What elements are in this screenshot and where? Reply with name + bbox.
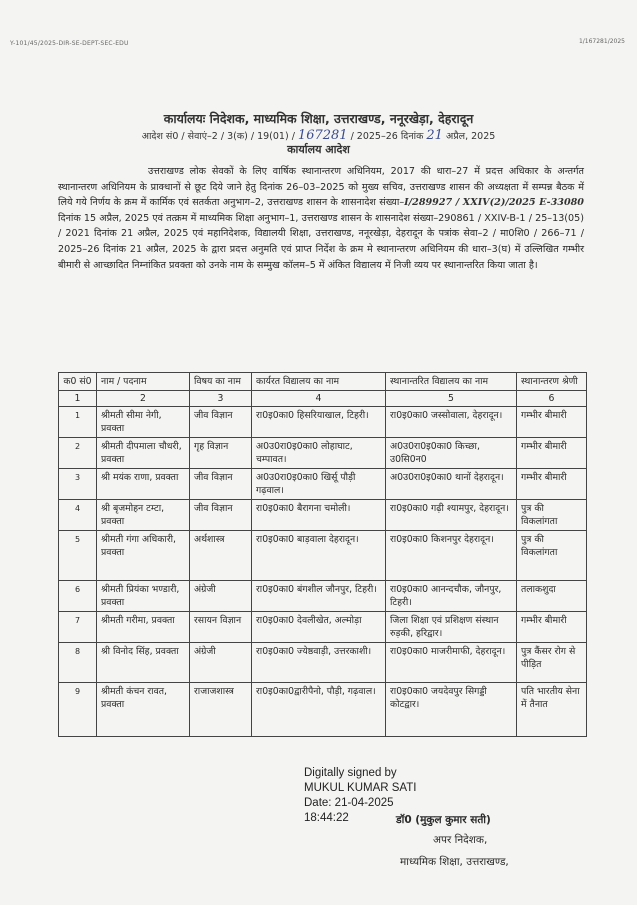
serial-cell: 2 — [59, 438, 97, 469]
current-school-cell: रा0इ0का0 ज्येष्ठवाड़ी, उत्तरकाशी। — [252, 643, 386, 683]
signatory-designation: अपर निदेशक, — [433, 834, 488, 846]
subject-cell: जीव विज्ञान — [190, 407, 252, 438]
table-row — [59, 500, 587, 531]
column-number: 6 — [517, 391, 587, 407]
category-cell: गम्भीर बीमारी — [517, 407, 587, 438]
category-cell: गम्भीर बीमारी — [517, 438, 587, 469]
column-number: 1 — [59, 391, 97, 407]
subject-cell: जीव विज्ञान — [190, 500, 252, 531]
subject-cell: गृह विज्ञान — [190, 438, 252, 469]
transferred-school-cell: रा0इ0का0 माजरीमाफी, देहरादून। — [386, 643, 517, 683]
column-number: 4 — [252, 391, 386, 407]
current-school-cell: रा0इ0का0 हिसरियाखाल, टिहरी। — [252, 407, 386, 438]
current-school-cell: रा0इ0का0 बाड़वाला देहरादून। — [252, 531, 386, 581]
signature-line: Digitally signed by — [304, 767, 397, 779]
name-cell: श्री मयंक राणा, प्रवक्ता — [97, 469, 190, 500]
header-file-reference: Y-101/45/2025-DIR-SE-DEPT-SEC-EDU — [10, 40, 129, 47]
category-cell: गम्भीर बीमारी — [517, 612, 587, 643]
serial-cell: 3 — [59, 469, 97, 500]
paragraph-part-2: दिनांक 15 अप्रैल, 2025 एवं तत्क्रम में माध्यमिक शिक्षा अनुभाग–1, उत्तराखण्ड शासन के शासनादेश संख्या–290861 / XXIV-B-1 / 25–13(05) / 2021 दिनांक 21 अप्रैल, 2025 एवं महानिदेशक, विद्यालयी शिक्षा, उत्तराखण्ड, ननूरखेड़ा, देहरादून के पत्रांक सेवा–2 / मा0शि0 / 266–71 / 2025–26 दिनांक 21 अप्रैल, 2025 के द्वारा प्रदत्त अनुमति एवं प्राप्त निर्देश के क्रम मे स्थानान्तरण अधिनियम की धारा–3(घ) में उल्लिखित गम्भीर बीमारी से आच्छादित निम्नांकित प्रवक्ता को उनके नाम के सम्मुख कॉलम–5 में अंकित विद्यालय में निजी व्यय पर स्थानान्तरित किया जाता है। — [58, 212, 584, 271]
order-prefix: आदेश सं0 / सेवाएं–2 / 3(क) / 19(01) / — [141, 131, 298, 142]
paragraph-part-1: उत्तराखण्ड लोक सेवकों के लिए वार्षिक स्थानान्तरण अधिनियम, 2017 की धारा–27 में प्रदत्त अधिकार के अन्तर्गत स्थानान्तरण अधिनियम के प्राक्धानों से छूट दिये जाने हेतु दिनांक 26–03–2025 को मुख्य सचिव, उत्तराखण्ड शासन की अध्यक्षता में सम्पन्न बैठक में लिये गये निर्णय के क्रम में कार्मिक एवं सतर्कता अनुभाग–2, उत्तराखण्ड शासन के शासनादेश संख्या– — [58, 166, 584, 209]
transferred-school-cell: रा0इ0का0 आनन्दचौक, जौनपुर, टिहरी। — [386, 581, 517, 612]
transferred-school-cell: रा0इ0का0 गढ़ी श्यामपुर, देहरादून। — [386, 500, 517, 531]
category-cell: पुत्र की विकलांगता — [517, 500, 587, 531]
category-cell: पुत्र कैंसर रोग से पीड़ित — [517, 643, 587, 683]
serial-cell: 1 — [59, 407, 97, 438]
current-school-cell: अ0उ0रा0इ0का0 खिर्सू पौड़ी गढ़वाल। — [252, 469, 386, 500]
subject-cell: जीव विज्ञान — [190, 469, 252, 500]
subject-cell: राजाजशास्त्र — [190, 683, 252, 737]
header-category: स्थानान्तरण श्रेणी — [517, 373, 587, 391]
serial-cell: 7 — [59, 612, 97, 643]
column-number: 5 — [386, 391, 517, 407]
current-school-cell: रा0इ0का0 देवलीखेत, अल्मोड़ा — [252, 612, 386, 643]
serial-cell: 9 — [59, 683, 97, 737]
current-school-cell: अ0उ0रा0इ0का0 लोहाघाट, चम्पावत। — [252, 438, 386, 469]
category-cell: तलाकशुदा — [517, 581, 587, 612]
table-row — [59, 612, 587, 643]
order-reference-line — [0, 128, 637, 143]
office-order-title: कार्यालय आदेश — [287, 143, 350, 156]
header-name: नाम / पदनाम — [97, 373, 190, 391]
order-paragraph — [58, 164, 584, 273]
signatory-name: डॉ0 (मुकुल कुमार सती) — [396, 814, 491, 826]
subject-cell: अर्थशास्त्र — [190, 531, 252, 581]
paragraph-italic-reference: I/289927 / XXIV(2)/2025 E-33080 — [404, 197, 584, 209]
name-cell: श्रीमती सीमा नेगी, प्रवक्ता — [97, 407, 190, 438]
name-cell: श्रीमती दीपमाला चौधरी, प्रवक्ता — [97, 438, 190, 469]
signature-signer: MUKUL KUMAR SATI — [304, 782, 417, 794]
signature-date: Date: 21-04-2025 — [304, 797, 394, 809]
serial-cell: 6 — [59, 581, 97, 612]
transferred-school-cell: रा0इ0का0 किशनपुर देहरादून। — [386, 531, 517, 581]
table-row — [59, 683, 587, 737]
column-number: 2 — [97, 391, 190, 407]
current-school-cell: रा0इ0का0 बैरागना चमोली। — [252, 500, 386, 531]
current-school-cell: रा0इ0का0 बंगशील जौनपुर, टिहरी। — [252, 581, 386, 612]
serial-cell: 4 — [59, 500, 97, 531]
table-header-row — [59, 373, 587, 391]
transfer-table — [58, 372, 587, 737]
category-cell: पति भारतीय सेना में तैनात — [517, 683, 587, 737]
office-title: कार्यालयः निदेशक, माध्यमिक शिक्षा, उत्तराखण्ड, ननूरखेड़ा, देहरादून — [163, 111, 474, 126]
category-cell: गम्भीर बीमारी — [517, 469, 587, 500]
transferred-school-cell: रा0इ0का0 जयदेवपुर सिगड्डी कोटद्वार। — [386, 683, 517, 737]
category-cell: पुत्र की विकलांगता — [517, 531, 587, 581]
column-number: 3 — [190, 391, 252, 407]
subject-cell: अंग्रेजी — [190, 643, 252, 683]
order-middle: / 2025–26 दिनांक — [347, 131, 427, 142]
transferred-school-cell: अ0उ0रा0इ0का0 थानों देहरादून। — [386, 469, 517, 500]
handwritten-order-number: 167281 — [297, 128, 348, 143]
signature-time: 18:44:22 — [304, 812, 349, 824]
transferred-school-cell: जिला शिक्षा एवं प्रशिक्षण संस्थान रुड़की, हरिद्वार। — [386, 612, 517, 643]
transferred-school-cell: अ0उ0रा0इ0का0 किच्छा, उ0सि0न0 — [386, 438, 517, 469]
table-row — [59, 581, 587, 612]
name-cell: श्रीमती कंचन रावत, प्रवक्ता — [97, 683, 190, 737]
header-letter-number: 1/167281/2025 — [578, 38, 625, 45]
name-cell: श्री बृजमोहन टम्टा, प्रवक्ता — [97, 500, 190, 531]
handwritten-date: 21 — [426, 128, 443, 143]
table-row — [59, 438, 587, 469]
name-cell: श्रीमती गंगा अधिकारी, प्रवक्ता — [97, 531, 190, 581]
header-current-school: कार्यरत विद्यालय का नाम — [252, 373, 386, 391]
name-cell: श्रीमती प्रियंका भण्डारी, प्रवक्ता — [97, 581, 190, 612]
header-transferred-school: स्थानान्तरित विद्यालय का नाम — [386, 373, 517, 391]
order-suffix: अप्रैल, 2025 — [442, 131, 496, 142]
table-body — [59, 407, 587, 737]
current-school-cell: रा0इ0का0द्वारीपैनो, पौड़ी, गढ़वाल। — [252, 683, 386, 737]
serial-cell: 5 — [59, 531, 97, 581]
name-cell: श्रीमती गरीमा, प्रवक्ता — [97, 612, 190, 643]
subject-cell: अंग्रेजी — [190, 581, 252, 612]
table-row — [59, 407, 587, 438]
transferred-school-cell: रा0इ0का0 जस्सोवाला, देहरादून। — [386, 407, 517, 438]
table-row — [59, 643, 587, 683]
subject-cell: रसायन विज्ञान — [190, 612, 252, 643]
table-row — [59, 469, 587, 500]
signatory-department: माध्यमिक शिक्षा, उत्तराखण्ड, — [400, 856, 509, 868]
header-serial: क0 सं0 — [59, 373, 97, 391]
column-number-row — [59, 391, 587, 407]
table-row — [59, 531, 587, 581]
serial-cell: 8 — [59, 643, 97, 683]
header-subject: विषय का नाम — [190, 373, 252, 391]
name-cell: श्री विनोद सिंह, प्रवक्ता — [97, 643, 190, 683]
